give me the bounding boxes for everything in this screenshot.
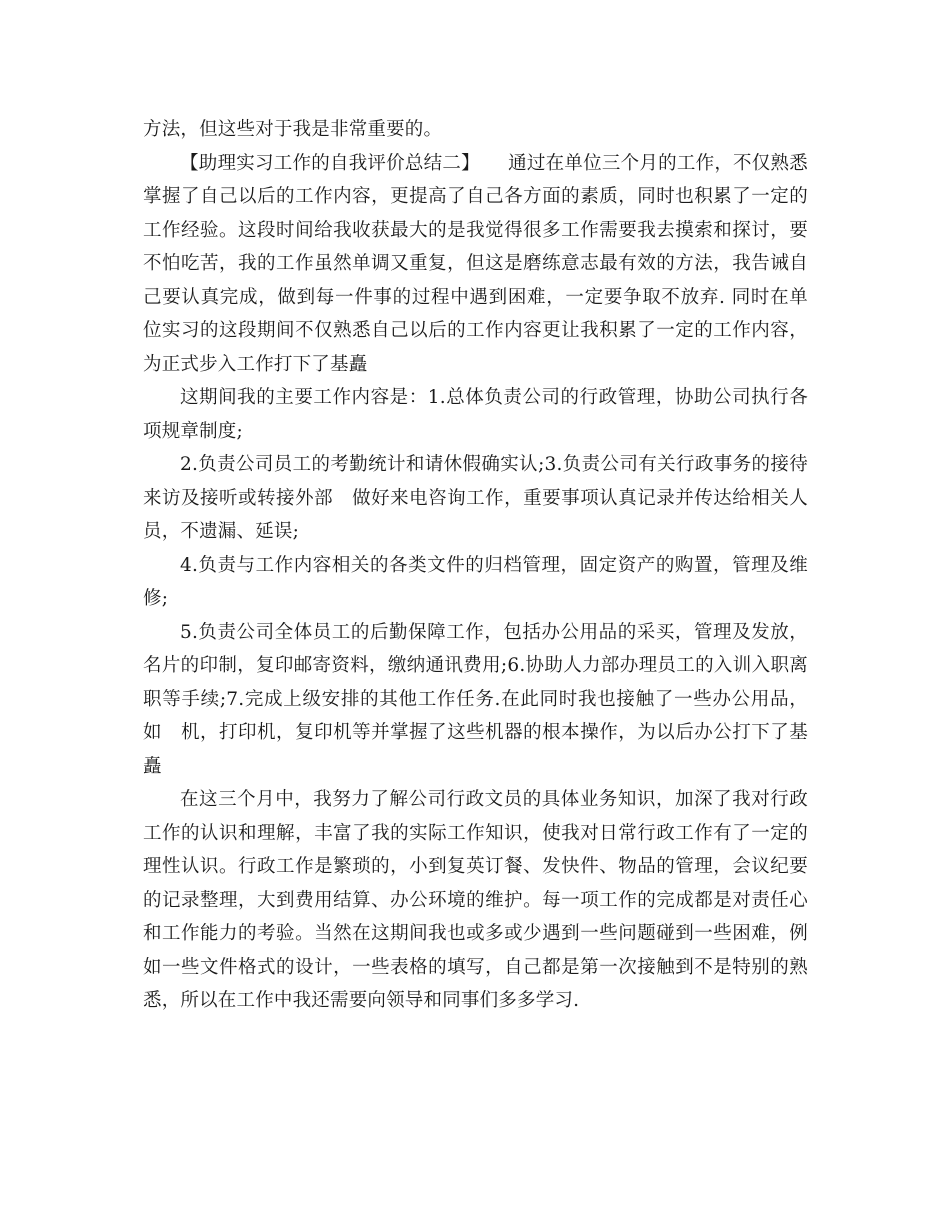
paragraph-duty-2-3: 2.负责公司员工的考勤统计和请休假确实认;3.负责公司有关行政事务的接待来访及接听或转接外部 做好来电咨询工作，重要事项认真记录并传达给相关人员，不遗漏、延误; [143,454,808,542]
paragraph-summary-two: 【助理实习工作的自我评价总结二】 通过在单位三个月的工作，不仅熟悉掌握了自己以后的工作内容，更提高了自己各方面的素质，同时也积累了一定的工作经验。这段时间给我收获最大的是我觉得很多工作需要我去摸索和探讨，要不怕吃苦，我的工作虽然单调又重复，但这是磨练意志最有效的方法，我告诫自己要认真完成，做到每一件事的过程中遇到困难，一定要争取不放弃. 同时在单位实习的这段期间不仅熟悉自己以后的工作内容更让我积累了一定的工作内容，为正式步入工作打下了基矗 [143,152,808,375]
paragraph-reflection: 在这三个月中，我努力了解公司行政文员的具体业务知识，加深了我对行政工作的认识和理解，丰富了我的实际工作知识，使我对日常行政工作有了一定的理性认识。行政工作是繁琐的，小到复英订餐、发快件、物品的管理，会议纪要的记录整理，大到费用结算、办公环境的维护。每一项工作的完成都是对责任心和工作能力的考验。当然在这期间我也或多或少遇到一些问题碰到一些困难，例如一些文件格式的设计，一些表格的填写，自己都是第一次接触到不是特别的熟悉，所以在工作中我还需要向领导和同事们多多学习. [143,789,808,1011]
paragraph-duty-5-7: 5.负责公司全体员工的后勤保障工作，包括办公用品的采买，管理及发放，名片的印制，复印邮寄资料，缴纳通讯费用;6.协助人力部办理员工的入训入职离职等手续;7.完成上级安排的其他工作任务.在此同时我也接触了一些办公用品，如 机，打印机，复印机等并掌握了这些机器的根本操作，为以后办公打下了基矗 [143,621,808,777]
paragraph-continuation: 方法，但这些对于我是非常重要的。 [143,119,443,140]
paragraph-duty-4: 4.负责与工作内容相关的各类文件的归档管理，固定资产的购置，管理及维修; [143,554,808,609]
document-body [143,113,808,1018]
paragraph-main-duties: 这期间我的主要工作内容是：1.总体负责公司的行政管理，协助公司执行各项规章制度; [143,387,808,442]
